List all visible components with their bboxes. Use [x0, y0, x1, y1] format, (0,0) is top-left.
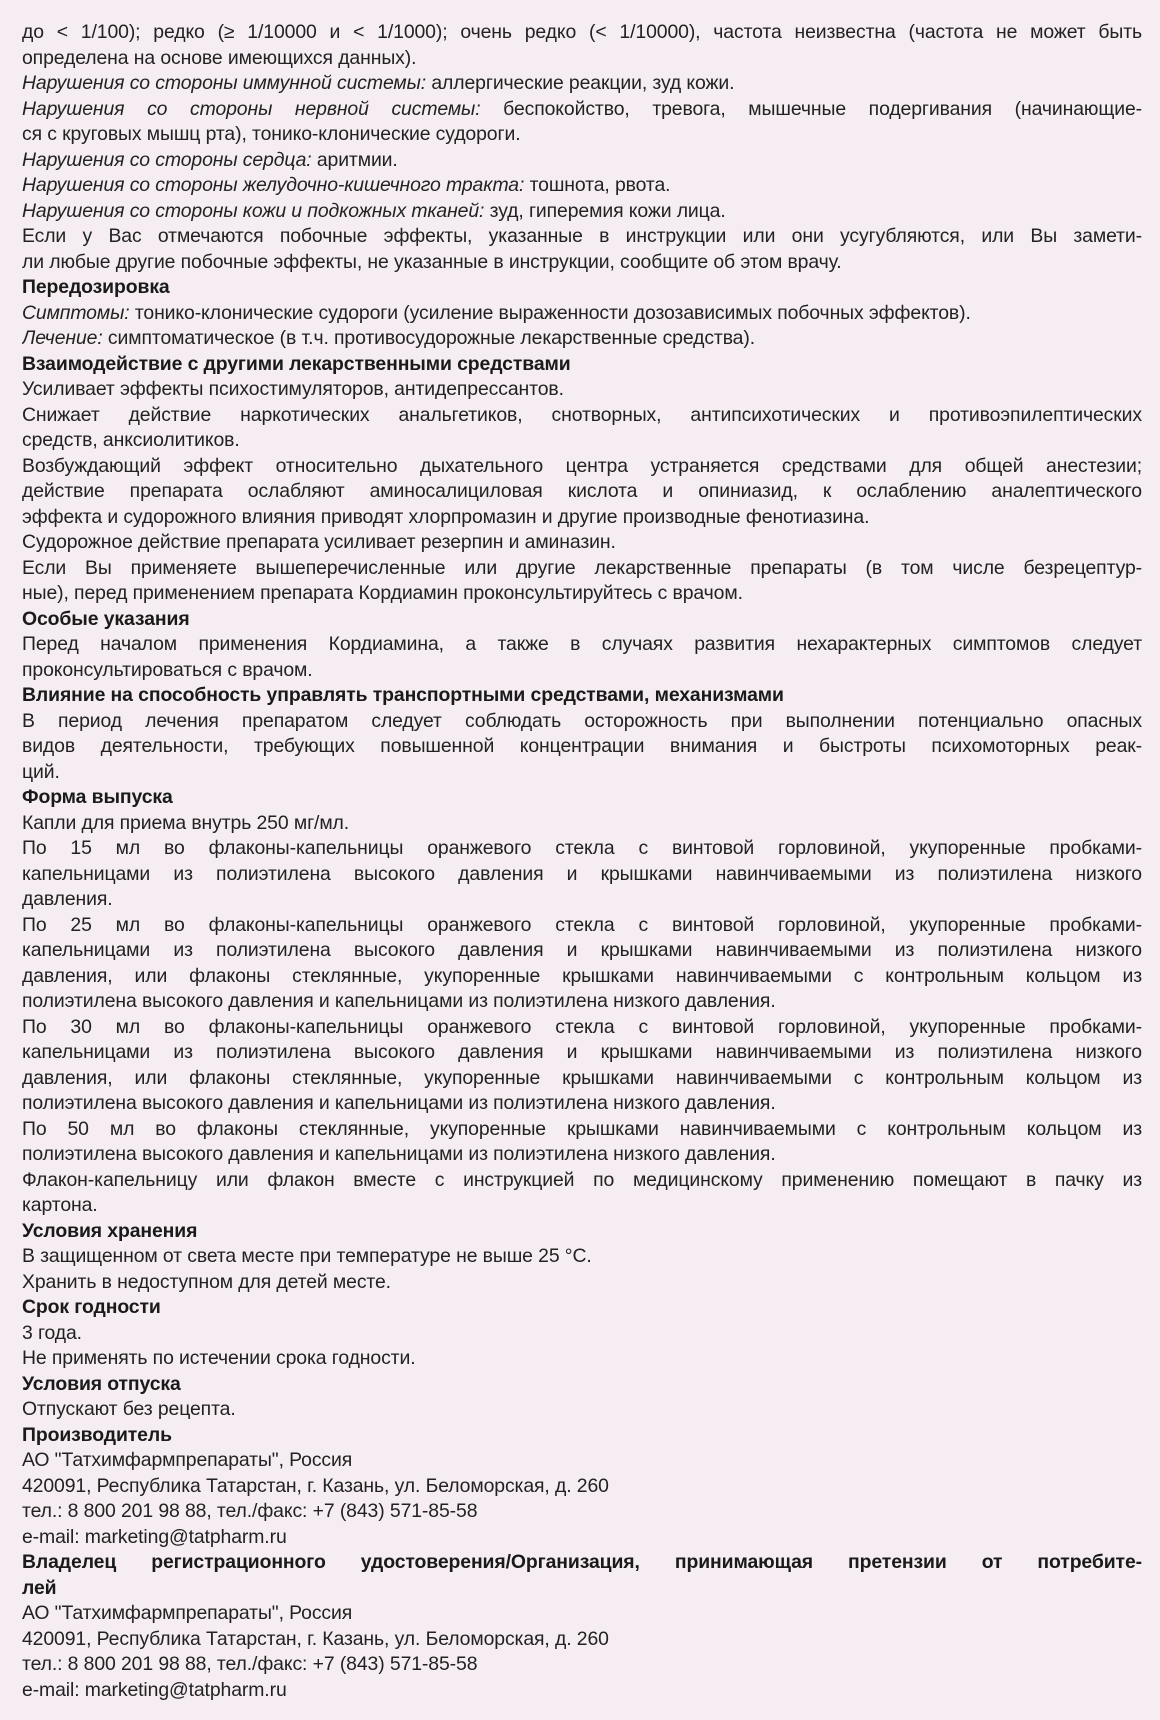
manufacturer-section: [22, 1423, 1142, 1551]
interactions-line-5: действие препарата ослабляют аминосалициловая кислота и опиниазид, к ослаблению аналептического: [22, 480, 1142, 502]
shelf-life-heading: Срок годности: [22, 1296, 161, 1318]
skin-text: зуд, гиперемия кожи лица.: [484, 199, 726, 222]
skin-line: [22, 199, 1142, 225]
immune-system-line: [22, 71, 1142, 97]
pack-25ml-line-1: По 25 мл во флаконы-капельницы оранжевого стекла с винтовой горловиной, укупоренные пробками-: [22, 913, 1142, 936]
special-instructions-line-1: Перед началом применения Кордиамина, а также в случаях развития нехарактерных симптомов следует: [22, 633, 1142, 655]
nervous-system-label: Нарушения со стороны нервной системы:: [22, 97, 481, 120]
interactions-section: [22, 352, 1142, 607]
shelf-life-section: [22, 1295, 1142, 1372]
interactions-line-7: Судорожное действие препарата усиливает резерпин и аминазин.: [22, 531, 616, 553]
interactions-line-4: Возбуждающий эффект относительно дыхательного центра устраняется средствами для общей анестезии;: [22, 454, 1142, 477]
manufacturer-phone: тел.: 8 800 201 98 88, тел./факс: +7 (843) 571-85-58: [22, 1500, 478, 1522]
heart-line: [22, 148, 1142, 174]
side-effects-section: [22, 20, 1142, 275]
shelf-life-line-1: 3 года.: [22, 1321, 82, 1344]
dispensing-section: [22, 1372, 1142, 1423]
release-form-heading: Форма выпуска: [22, 786, 173, 808]
dispensing-heading: Условия отпуска: [22, 1372, 181, 1395]
overdose-treatment-text: симптоматическое (в т.ч. противосудорожные лекарственные средства).: [102, 327, 756, 349]
pack-50ml-line-2: полиэтилена высокого давления и капельницами из полиэтилена низкого давления.: [22, 1143, 776, 1165]
overdose-heading: Передозировка: [22, 276, 170, 298]
pack-15ml-line-1: По 15 мл во флаконы-капельницы оранжевого стекла с винтовой горловиной, укупоренные пробками-: [22, 837, 1142, 859]
interactions-line-1: Усиливает эффекты психостимуляторов, антидепрессантов.: [22, 378, 564, 400]
report-text-line-1: Если у Вас отмечаются побочные эффекты, указанные в инструкции или они усугубляются, или Вы замети-: [22, 225, 1142, 247]
pack-15ml-line-3: давления.: [22, 888, 113, 910]
pack-25ml-line-4: полиэтилена высокого давления и капельницами из полиэтилена низкого давления.: [22, 990, 776, 1012]
overdose-symptoms-label: Симптомы:: [22, 301, 130, 324]
registration-holder-heading-line-2: лей: [22, 1576, 57, 1599]
driving-heading: Влияние на способность управлять транспортными средствами, механизмами: [22, 684, 784, 706]
overdose-section: [22, 275, 1142, 352]
immune-system-label: Нарушения со стороны иммунной системы:: [22, 72, 427, 94]
overdose-treatment-line: [22, 326, 1142, 352]
heart-label: Нарушения со стороны сердца:: [22, 148, 312, 171]
registration-holder-address: 420091, Республика Татарстан, г. Казань, ул. Беломорская, д. 260: [22, 1627, 609, 1650]
interactions-line-2: Снижает действие наркотических анальгетиков, снотворных, антипсихотических и противоэпилептических: [22, 403, 1142, 426]
pack-25ml-line-3: давления, или флаконы стеклянные, укупоренные крышками навинчиваемыми с контрольным кольцом из: [22, 964, 1142, 987]
interactions-line-8: Если Вы применяете вышеперечисленные или другие лекарственные препараты (в том числе безрецептур-: [22, 556, 1142, 579]
pack-30ml-line-3: давления, или флаконы стеклянные, укупоренные крышками навинчиваемыми с контрольным кольцом из: [22, 1066, 1142, 1089]
release-form-section: [22, 785, 1142, 1219]
immune-system-text: аллергические реакции, зуд кожи.: [426, 72, 735, 94]
interactions-line-9: ные), перед применением препарата Кордиамин проконсультируйтесь с врачом.: [22, 582, 743, 604]
frequency-text-line-2: определена на основе имеющихся данных).: [22, 46, 417, 69]
pack-50ml-line-1: По 50 мл во флаконы стеклянные, укупоренные крышками навинчиваемыми с контрольным кольцом из: [22, 1117, 1142, 1140]
registration-holder-phone: тел.: 8 800 201 98 88, тел./факс: +7 (843) 571-85-58: [22, 1653, 478, 1675]
registration-holder-email: e-mail: marketing@tatpharm.ru: [22, 1678, 287, 1701]
driving-line-1: В период лечения препаратом следует соблюдать осторожность при выполнении потенциально опасных: [22, 709, 1142, 732]
skin-label: Нарушения со стороны кожи и подкожных тканей:: [22, 199, 485, 222]
interactions-heading: Взаимодействие с другими лекарственными средствами: [22, 352, 571, 375]
overdose-symptoms-line: [22, 301, 1142, 327]
driving-line-3: ций.: [22, 760, 60, 783]
interactions-line-6: эффекта и судорожного влияния приводят хлорпромазин и другие производные фенотиазина.: [22, 505, 870, 528]
pack-15ml-line-2: капельницами из полиэтилена высокого давления и крышками навинчиваемыми из полиэтилена низкого: [22, 862, 1142, 885]
dispensing-line-1: Отпускают без рецепта.: [22, 1398, 236, 1420]
storage-line-1: В защищенном от света месте при температуре не выше 25 °С.: [22, 1245, 592, 1267]
manufacturer-name: АО "Татхимфармпрепараты", Россия: [22, 1449, 353, 1471]
release-form-line-1: Капли для приема внутрь 250 мг/мл.: [22, 811, 350, 834]
special-instructions-heading: Особые указания: [22, 607, 190, 630]
registration-holder-section: [22, 1550, 1142, 1703]
storage-heading: Условия хранения: [22, 1219, 198, 1242]
nervous-system-line-2: ся с круговых мышц рта), тонико-клонические судороги.: [22, 123, 521, 145]
frequency-text-line-1: до < 1/100); редко (≥ 1/10000 и < 1/1000); очень редко (< 1/10000), частота неизвестна (частота не может быть: [22, 21, 1142, 43]
manufacturer-heading: Производитель: [22, 1423, 172, 1446]
special-instructions-section: [22, 607, 1142, 684]
interactions-line-3: средств, анксиолитиков.: [22, 429, 240, 451]
gi-tract-text: тошнота, рвота.: [524, 174, 671, 196]
driving-line-2: видов деятельности, требующих повышенной концентрации внимания и быстроты психомоторных реак-: [22, 735, 1142, 757]
report-text-line-2: ли любые другие побочные эффекты, не указанные в инструкции, сообщите об этом врачу.: [22, 250, 842, 273]
special-instructions-line-2: проконсультироваться с врачом.: [22, 658, 313, 681]
nervous-system-text: беспокойство, тревога, мышечные подергивания (начинающие-: [480, 97, 1142, 120]
manufacturer-address: 420091, Республика Татарстан, г. Казань, ул. Беломорская, д. 260: [22, 1474, 609, 1497]
pack-30ml-line-4: полиэтилена высокого давления и капельницами из полиэтилена низкого давления.: [22, 1092, 776, 1114]
storage-line-2: Хранить в недоступном для детей месте.: [22, 1270, 391, 1293]
gi-tract-label: Нарушения со стороны желудочно-кишечного тракта:: [22, 174, 525, 196]
shelf-life-line-2: Не применять по истечении срока годности.: [22, 1347, 416, 1369]
pack-30ml-line-1: По 30 мл во флаконы-капельницы оранжевого стекла с винтовой горловиной, укупоренные пробками-: [22, 1015, 1142, 1038]
packaging-line-2: картона.: [22, 1194, 98, 1216]
packaging-line-1: Флакон-капельницу или флакон вместе с инструкцией по медицинскому применению помещают в пачку из: [22, 1168, 1142, 1191]
gi-tract-line: [22, 173, 1142, 199]
driving-section: [22, 683, 1142, 785]
heart-text: аритмии.: [311, 148, 398, 171]
overdose-symptoms-text: тонико-клонические судороги (усиление выраженности дозозависимых побочных эффектов).: [129, 301, 971, 324]
nervous-system-line-1: [22, 97, 1142, 123]
registration-holder-name: АО "Татхимфармпрепараты", Россия: [22, 1602, 353, 1624]
manufacturer-email: e-mail: marketing@tatpharm.ru: [22, 1525, 287, 1548]
storage-section: [22, 1219, 1142, 1296]
overdose-treatment-label: Лечение:: [22, 327, 103, 349]
pack-30ml-line-2: капельницами из полиэтилена высокого давления и крышками навинчиваемыми из полиэтилена низкого: [22, 1041, 1142, 1063]
pack-25ml-line-2: капельницами из полиэтилена высокого давления и крышками навинчиваемыми из полиэтилена низкого: [22, 939, 1142, 961]
registration-holder-heading-line-1: Владелец регистрационного удостоверения/Организация, принимающая претензии от потребите-: [22, 1551, 1142, 1573]
